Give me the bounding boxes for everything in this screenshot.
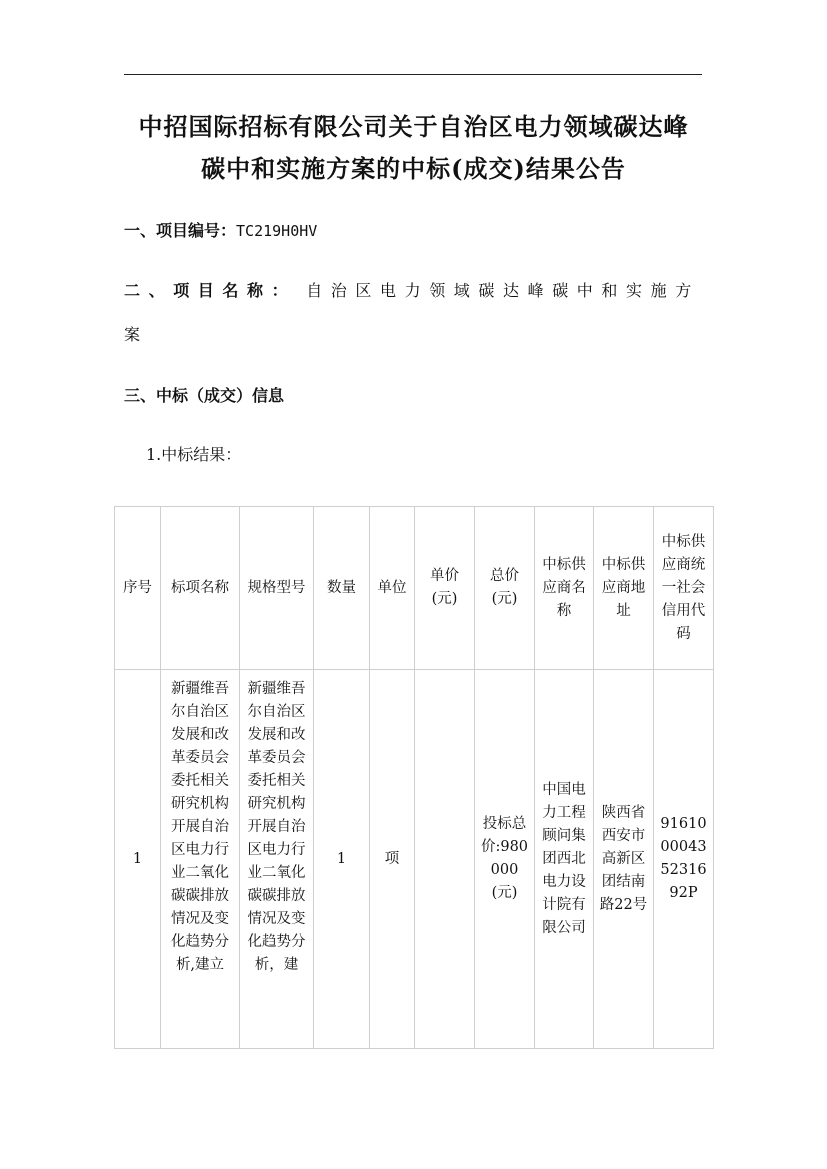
- award-result-subheading: 1.中标结果：: [146, 445, 242, 464]
- cell-item: 新疆维吾尔自治区发展和改革委员会委托相关研究机构开展自治区电力行业二氧化碳碳排放情况及变化趋势分析,建立: [161, 670, 240, 1049]
- header-price: 单价(元): [415, 507, 475, 670]
- project-name-label: 二、项目名称：: [124, 281, 297, 300]
- header-total: 总价(元): [475, 507, 535, 670]
- table-row: [115, 670, 714, 1049]
- project-name-value-cont: 案: [124, 325, 141, 344]
- award-info-heading: 三、中标（成交）信息: [124, 386, 285, 405]
- header-credit: 中标供应商统一社会信用代码: [654, 507, 714, 670]
- cell-total: 投标总价:980000(元): [475, 670, 535, 1049]
- header-spec: 规格型号: [240, 507, 314, 670]
- header-qty: 数量: [314, 507, 370, 670]
- cell-address: 陕西省西安市高新区团结南路22号: [594, 670, 654, 1049]
- project-name-value: 自治区电力领域碳达峰碳中和实施方: [306, 281, 700, 300]
- doc-title-line-2: 碳中和实施方案的中标(成交)结果公告: [201, 154, 626, 183]
- cell-supplier: 中国电力工程顾问集团西北电力设计院有限公司: [535, 670, 594, 1049]
- header-item: 标项名称: [161, 507, 240, 670]
- header-unit: 单位: [370, 507, 415, 670]
- top-rule: [124, 74, 702, 75]
- project-name-row: [124, 278, 700, 301]
- cell-no: 1: [115, 670, 161, 1049]
- header-no: 序号: [115, 507, 161, 670]
- cell-spec: 新疆维吾尔自治区发展和改革委员会委托相关研究机构开展自治区电力行业二氧化碳碳排放情况及变化趋势分析，建: [240, 670, 314, 1049]
- doc-title-line-1: 中招国际招标有限公司关于自治区电力领域碳达峰: [138, 112, 689, 141]
- cell-qty: 1: [314, 670, 370, 1049]
- cell-unit: 项: [370, 670, 415, 1049]
- header-address: 中标供应商地址: [594, 507, 654, 670]
- project-number-row: [124, 218, 317, 241]
- project-number-label: 一、项目编号：: [124, 221, 237, 240]
- project-number-value: TC219H0HV: [236, 222, 318, 240]
- cell-credit: 91610000435231692P: [654, 670, 714, 1049]
- award-results-table: [114, 506, 714, 1049]
- cell-price: [415, 670, 475, 1049]
- table-header-row: [115, 507, 714, 670]
- header-supplier: 中标供应商名称: [535, 507, 594, 670]
